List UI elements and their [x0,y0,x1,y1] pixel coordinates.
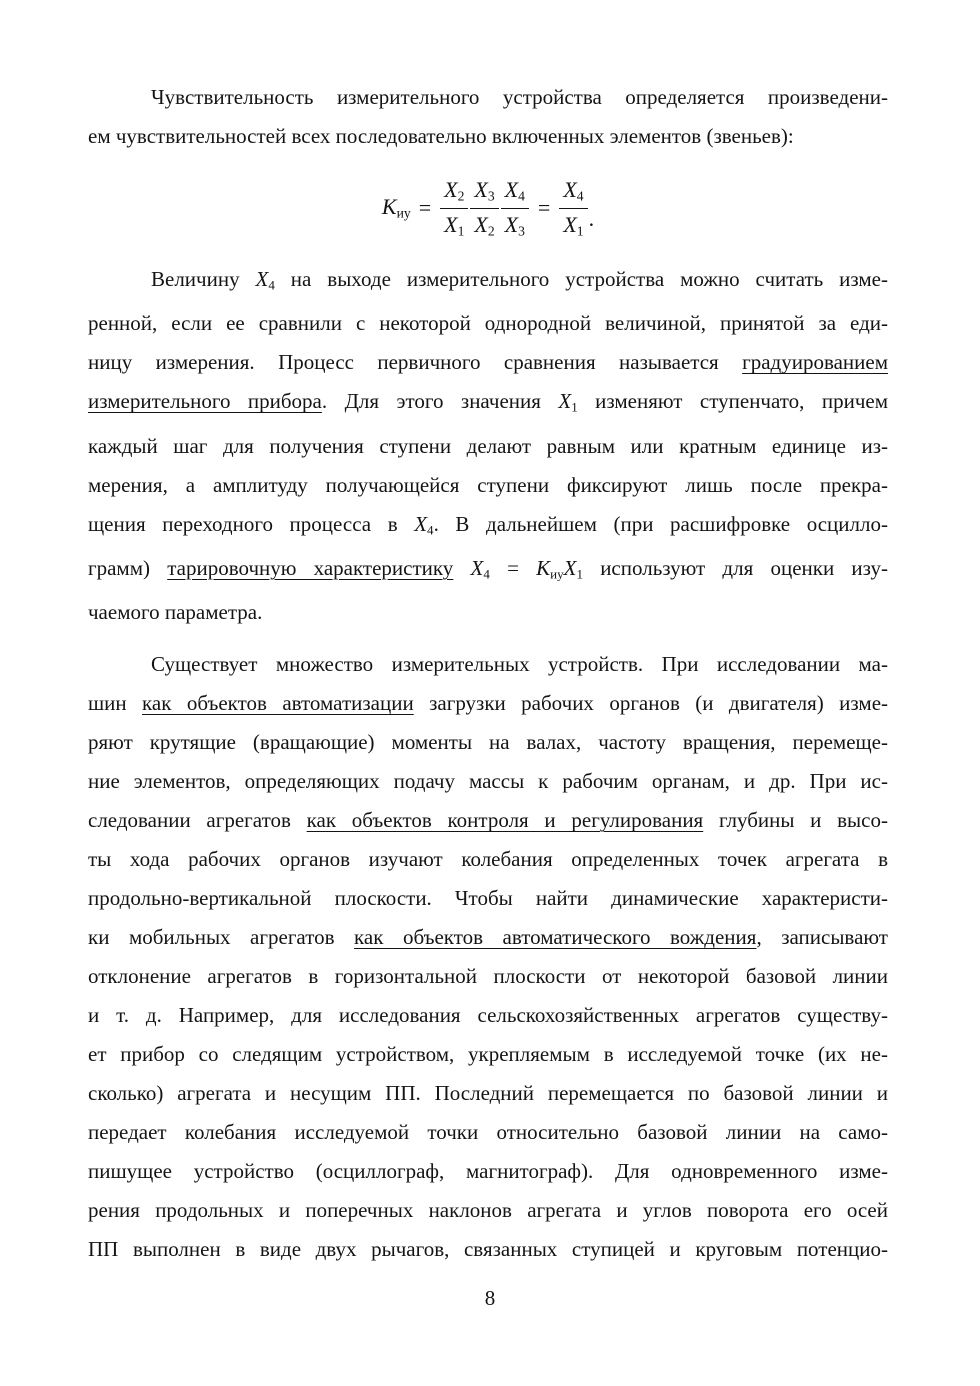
text-run: ряют крутящие (вращающие) моменты на валах, частоту вращения, перемеще- [88,730,888,754]
underlined-term: тарировочную характеристику [167,555,454,580]
formula-period: . [588,206,595,231]
text-run: ПП выполнен в виде двух рычагов, связанных ступицей и круговым потенцио- [88,1237,888,1261]
text-run: Величину [151,267,256,291]
text-run: продольно-вертикальной плоскости. Чтобы найти динамические характеристи- [88,886,888,910]
text-line [88,840,888,879]
page-number: 8 [484,1286,496,1310]
math-subscript: 2 [487,222,495,238]
text-run: рения продольных и поперечных наклонов агрегата и углов поворота его осей [88,1198,888,1222]
math-subscript: 2 [457,188,465,204]
text-run: . В дальнейшем (при расшифровке осцилло- [433,511,888,536]
text-line [88,957,888,996]
text-run: сколько) агрегата и несущим ПП. Последний перемещается по базовой линии и [88,1081,888,1105]
underlined-term: измерительного прибора [88,389,322,414]
text-run: грамм) [88,555,168,580]
fraction-denominator [559,209,587,239]
text-run: = [489,555,537,580]
text-run: используют для оценки изу- [582,555,888,580]
fraction-numerator [501,177,529,208]
math-subscript: 4 [483,566,490,581]
text-line [88,593,888,632]
fraction-denominator [440,209,468,239]
text-run: загрузки рабочих органов (и двигателя) изме- [413,691,889,715]
fraction-2 [470,177,498,239]
math-subscript: 3 [518,222,525,238]
math-symbol-x: X [474,211,488,237]
math-subscript: 3 [487,188,495,204]
text-run: изменяют ступенчато, причем [577,389,889,414]
math-subscript: 4 [518,188,525,204]
text-line [88,879,888,918]
fraction-denominator [501,209,529,239]
text-run: Чувствительность измерительного устройства определяется произведени- [151,85,888,109]
text-run: , записывают [756,925,888,949]
equals-sign: = [537,195,551,220]
text-run: пишущее устройство (осциллограф, магнитограф). Для одновременного изме- [88,1159,888,1183]
math-symbol-x: X [563,211,577,237]
text-line [88,1035,888,1074]
text-line [88,260,888,304]
fraction-3 [501,177,529,239]
text-run: отклонение агрегатов в горизонтальной плоскости от некоторой базовой линии [88,964,888,988]
formula-lhs [382,194,411,221]
text-run: чаемого параметра. [88,600,263,624]
paragraph-measuring-devices [88,645,888,1269]
display-formula-kiu [88,156,888,260]
math-symbol-x: X [474,177,488,203]
fraction-denominator [470,209,498,239]
text-run: следовании агрегатов [88,808,307,832]
text-line [88,1074,888,1113]
underlined-term: как объектов автоматизации [142,691,414,715]
text-line [88,918,888,957]
math-symbol-x: X [504,177,519,203]
math-subscript: иу [550,566,564,581]
text-run: на выходе измерительного устройства можно считать изме- [274,267,888,291]
text-line [88,304,888,343]
text-run: шин [88,691,143,715]
text-line [88,117,888,156]
math-subscript: 4 [576,188,584,204]
text-run: передает колебания исследуемой точки относительно базовой линии на само- [88,1120,888,1144]
math-symbol: X [563,555,577,580]
text-line [88,382,888,426]
math-subscript: 1 [576,566,583,581]
fraction-result [559,177,587,239]
math-subscript: 1 [457,222,465,238]
text-line [88,762,888,801]
math-symbol: X [470,555,484,580]
math-symbol-k: K [381,194,397,220]
math-symbol: X [558,389,572,414]
text-line [88,343,888,382]
math-subscript: 4 [427,521,434,537]
text-line [88,427,888,466]
math-symbol-x: X [444,177,458,203]
text-line [88,549,888,593]
text-line [88,1152,888,1191]
text-column [88,78,888,1269]
text-line [88,505,888,549]
math-symbol-x: X [504,211,519,237]
math-symbol-x: X [444,211,458,237]
text-run: ницу измерения. Процесс первичного сравнения называется [88,350,743,375]
text-run: ние элементов, определяющих подачу массы к рабочим органам, и др. При ис- [88,769,888,793]
text-run: ет прибор со следящим устройством, укрепляемым в исследуемой точке (их не- [88,1042,888,1066]
text-run: щения переходного процесса в [88,511,415,536]
math-symbol: X [414,511,428,536]
text-run: и т. д. Например, для исследования сельскохозяйственных агрегатов существу- [88,1003,888,1027]
fraction-numerator [559,177,587,208]
text-run [453,556,470,580]
text-line [88,466,888,505]
text-line [88,645,888,684]
paragraph-sensitivity-intro [88,78,888,156]
math-symbol: X [255,267,269,291]
text-run: . Для этого значения [321,389,559,414]
underlined-term: как объектов контроля и регулирования [306,808,704,832]
text-run: ем чувствительностей всех последовательно включенных элементов (звеньев): [88,124,794,148]
math-subscript: 1 [571,399,578,415]
math-subscript: иу [396,205,411,221]
text-line [88,801,888,840]
fraction-numerator [440,177,468,208]
text-line [88,1230,888,1269]
underlined-term: как объектов автоматического вождения [354,925,757,949]
text-line [88,996,888,1035]
math-symbol-x: X [563,177,577,203]
text-line [88,684,888,723]
text-line [88,723,888,762]
text-run: ки мобильных агрегатов [88,925,355,949]
text-run: мерения, а амплитуду получающейся ступени фиксируют лишь после прекра- [88,472,888,497]
text-line [88,1113,888,1152]
paragraph-graduation [88,260,888,632]
text-run: ты хода рабочих органов изучают колебания определенных точек агрегата в [88,847,888,871]
text-run: ренной, если ее сравнили с некоторой однородной величиной, принятой за еди- [88,311,888,336]
text-line [88,1191,888,1230]
math-subscript: 1 [576,222,584,238]
text-run: глубины и высо- [703,808,888,832]
equals-sign: = [418,195,432,220]
text-run: Существует множество измерительных устройств. При исследовании ма- [151,652,888,676]
underlined-term: градуированием [742,350,888,375]
text-run: каждый шаг для получения ступени делают равным или кратным единице из- [88,433,888,458]
fraction-numerator [470,177,498,208]
math-symbol: K [536,555,551,580]
math-subscript: 4 [268,277,275,293]
text-line [88,78,888,117]
fraction-1 [440,177,468,239]
